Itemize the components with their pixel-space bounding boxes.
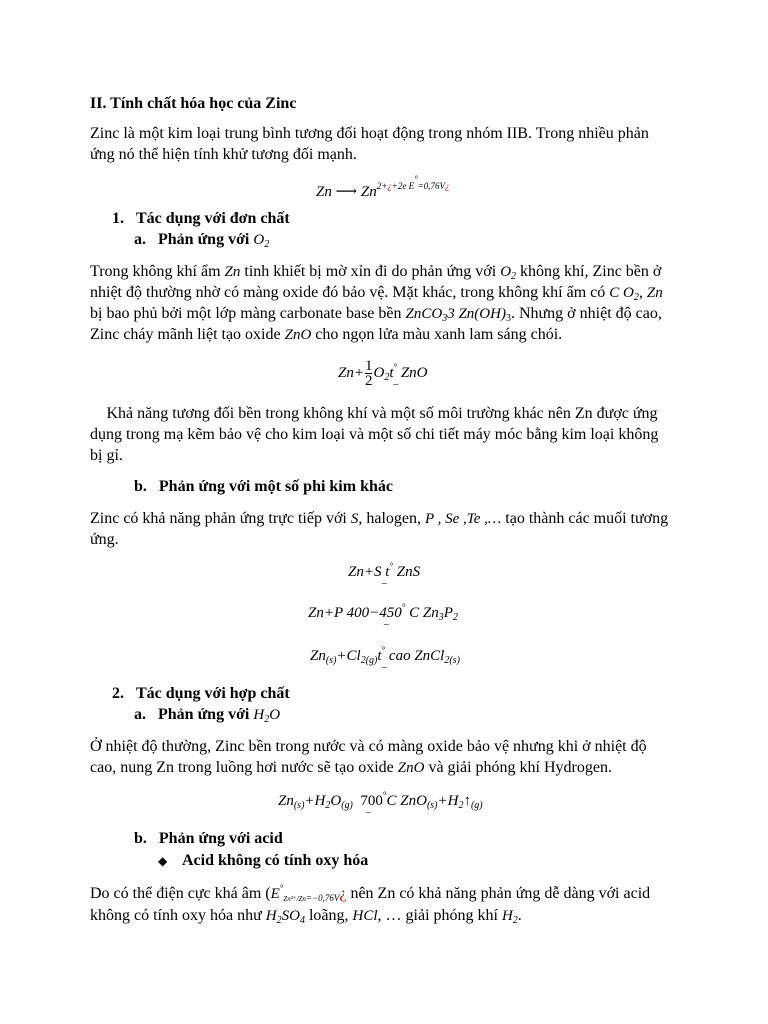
heading-1b: b. Phản ứng với một số phi kim khác (134, 478, 393, 495)
para1-line-4: Zinc cháy mãnh liệt tạo oxide ZnO cho ngọn lửa màu xanh lam sáng chói. (90, 326, 563, 343)
equation-zn-p: Zn+P 400−450° – C $Zn_3P_2$ (308, 602, 458, 630)
para1-line-2: nhiệt độ thường nhờ có màng oxide đó bảo vệ. Mặt khác, trong không khí ẩm có C $O_2$, Zn (90, 284, 663, 303)
note-line-3: bị gỉ. (90, 447, 123, 464)
note-line-1:   Khả năng tương đối bền trong không khí và một số môi trường khác nên Zn được ứng (90, 405, 658, 422)
para1-line-3: bị bao phủ bởi một lớp màng carbonate base bền ZnCO$_3$3 $Zn(OH)_3$. Nhưng ở nhiệt độ cao, (90, 305, 662, 324)
bullet-item: ◆ Acid không có tính oxy hóa (158, 852, 369, 869)
para3-line-1: Ở nhiệt độ thường, Zinc bền trong nước và có màng oxide bảo vệ nhưng khi ở nhiệt độ (90, 738, 647, 755)
equation-zn-h2o: $Zn_{(s)}+H_2O_{(g)}$ 700° – C $ZnO_{(s)}+H_2↑_{(g)}$ (278, 790, 483, 818)
para2-line-2: ứng. (90, 531, 119, 548)
heading-1a: a. Phản ứng với $O_2$ (134, 231, 270, 250)
intro-line-2: ứng nó thể hiện tính khử tương đối mạnh. (90, 146, 357, 163)
equation-zn-cl2: $Zn_{(s)}+Cl_{2(g)}t^\circ$ – cao ZnCl$_{2(s)}$ (310, 645, 460, 673)
para4-line-1: Do có thể điện cực khá âm ($E^\circ_{Zn^{2+}/Zn=-0,76V}¿$ nên Zn có khả năng phản ứng dễ dàng với acid (90, 883, 651, 903)
heading-1: 1. Tác dụng với đơn chất (112, 210, 290, 227)
para1-line-1: Trong không khí ẩm Zn tinh khiết bị mờ xỉn đi do phản ứng với $O_2$ không khí, Zinc bền ở (90, 263, 662, 282)
heading-2a: a. Phản ứng với $H_2O$ (134, 706, 281, 725)
equation-zn-oxide: Zn+ $\frac{1}{2}$ $O_2t^\circ$ – ZnO (338, 358, 428, 390)
para3-line-2: cao, nung Zn trong luồng hơi nước sẽ tạo oxide ZnO và giải phóng khí Hydrogen. (90, 759, 612, 776)
heading-2: 2. Tác dụng với hợp chất (112, 685, 290, 702)
heading-2b: b. Phản ứng với acid (134, 830, 283, 847)
intro-line-1: Zinc là một kim loại trung bình tương đối hoạt động trong nhóm IIB. Trong nhiều phản (90, 125, 649, 142)
note-line-2: dụng trong mạ kẽm bảo vệ cho kim loại và một số chi tiết máy móc bằng kim loại không (90, 426, 659, 443)
equation-zn-s: Zn+S t° – ZnS (348, 561, 421, 589)
section-title: II. Tính chất hóa học của Zinc (90, 95, 297, 112)
para2-line-1: Zinc có khả năng phản ứng trực tiếp với S, halogen, P , Se ,Te ,… tạo thành các muối tương (90, 510, 669, 527)
equation-zn-oxidation: Zn ⟶ $Zn^{2+¿+2e E^\circ=0,76V¿}$ (316, 174, 450, 200)
para4-line-2: không có tính oxy hóa như $H_2SO_4$ loãng, HCl, … giải phóng khí $H_2$. (90, 907, 522, 926)
diamond-bullet-icon: ◆ (158, 854, 168, 868)
